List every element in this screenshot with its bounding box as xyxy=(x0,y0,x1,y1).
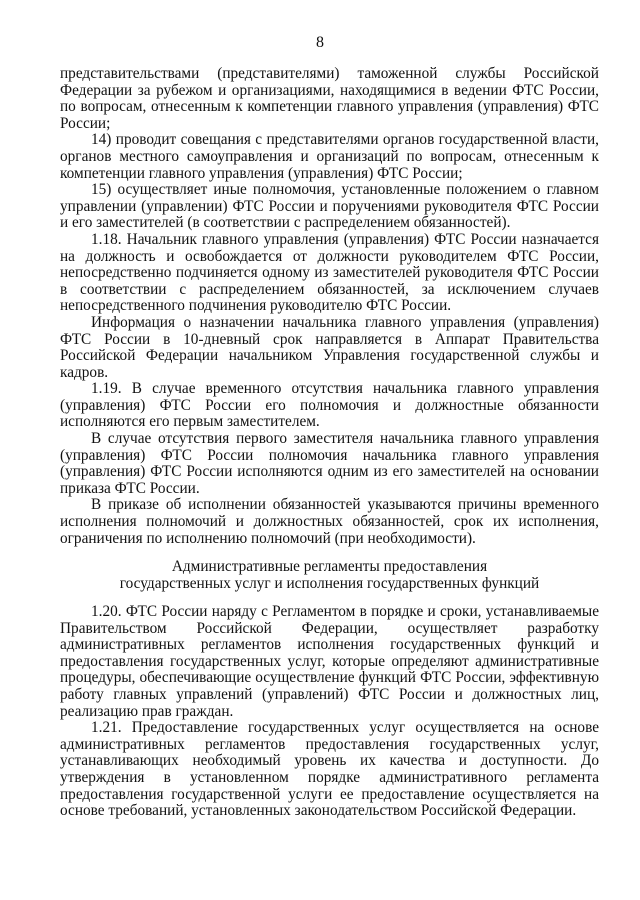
paragraph: 15) осуществляет иные полномочия, установленные положением о главном управлении (управлении) ФТС России и поручениями руководителя ФТС России и его заместителей (в соответствии с распределением обязанностей). xyxy=(60,181,599,232)
paragraph: 14) проводит совещания с представителями органов государственной власти, органов местного самоуправления и организаций по вопросам, отнесенным к компетенции главного управления (управления) ФТС России; xyxy=(60,131,599,182)
paragraph: 1.19. В случае временного отсутствия начальника главного управления (управления) ФТС России его полномочия и должностные обязанности исполняются его первым заместителем. xyxy=(60,380,599,431)
body-text-upper xyxy=(60,66,599,547)
paragraph: представительствами (представителями) таможенной службы Российской Федерации за рубежом и организациями, находящимися в ведении ФТС России, по вопросам, отнесенным к компетенции главного управления (управления) ФТС России; xyxy=(60,65,599,132)
paragraph: 1.21. Предоставление государственных услуг осуществляется на основе административных регламентов предоставления государственных услуг, устанавливающих необходимый уровень их качества и доступности. До утверждения в установленном порядке административного регламента предоставления государственной услуги ее предоставление осуществляется на основе требований, установленных законодательством Российской Федерации. xyxy=(60,719,599,820)
body-text-lower xyxy=(60,604,599,820)
paragraph: 1.18. Начальник главного управления (управления) ФТС России назначается на должность и освобождается от должности руководителем ФТС России, непосредственно подчиняется одному из заместителей руководителя ФТС России в соответствии с распределением обязанностей, за исключением случаев непосредственного подчинения руководителю ФТС России. xyxy=(60,230,599,315)
paragraph: В приказе об исполнении обязанностей указываются причины временного исполнения полномочий и должностных обязанностей, срок их исполнения, ограничения по исполнению полномочий (при необходимости). xyxy=(60,496,599,547)
paragraph: Информация о назначении начальника главного управления (управления) ФТС России в 10-дневный срок направляется в Аппарат Правительства Российской Федерации начальником Управления государственной службы и кадров. xyxy=(60,313,599,381)
paragraph: В случае отсутствия первого заместителя начальника главного управления (управления) ФТС России полномочия начальника главного управления (управления) ФТС России исполняются одним из его заместителей на основании приказа ФТС России. xyxy=(60,430,599,497)
section-heading-line: Административные регламенты предоставления xyxy=(171,558,488,575)
section-heading xyxy=(60,558,599,592)
page-number: 8 xyxy=(316,34,324,51)
paragraph: 1.20. ФТС России наряду с Регламентом в порядке и сроки, устанавливаемые Правительством Российской Федерации, осуществляет разработку административных регламентов исполнения государственных функций и предоставления государственных услуг, которые определяют административные процедуры, обеспечивающие осуществление функций ФТС России, эффективную работу главных управлений (управлений) ФТС России и должностных лиц, реализацию прав граждан. xyxy=(60,603,599,720)
section-heading-line: государственных услуг и исполнения государственных функций xyxy=(119,575,540,592)
